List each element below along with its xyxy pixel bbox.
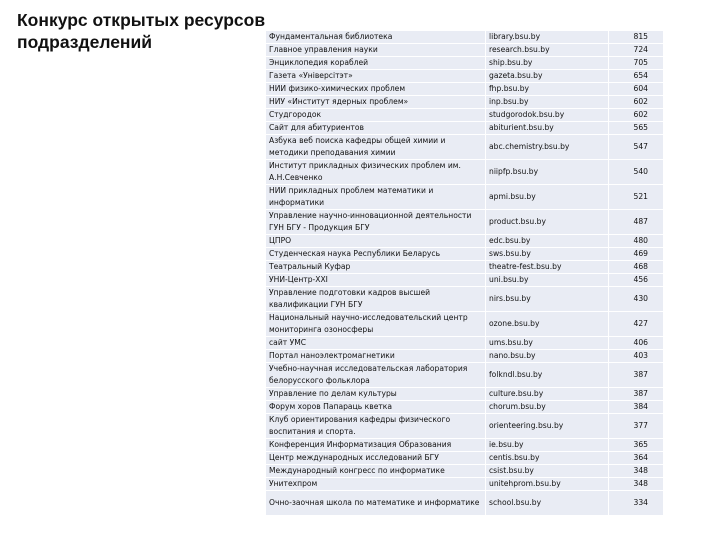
table-row: [266, 350, 664, 363]
table-row: [266, 439, 664, 452]
resource-score-cell: 348: [609, 478, 664, 491]
resource-score-cell: 377: [609, 414, 664, 439]
table-row: [266, 465, 664, 478]
table-row: [266, 452, 664, 465]
resource-score-cell: 430: [609, 287, 664, 312]
resource-score-cell: 724: [609, 44, 664, 57]
table-row: [266, 31, 664, 44]
resource-site-cell: orienteering.bsu.by: [486, 414, 609, 439]
table-row: [266, 160, 664, 185]
resource-score-cell: 365: [609, 439, 664, 452]
resource-site-cell: apmi.bsu.by: [486, 185, 609, 210]
resource-name-cell: НИИ прикладных проблем математики и информатики: [266, 185, 486, 210]
resource-name-cell: сайт УМС: [266, 337, 486, 350]
resource-site-cell: chorum.bsu.by: [486, 401, 609, 414]
resource-site-cell: ozone.bsu.by: [486, 312, 609, 337]
table-row: [266, 135, 664, 160]
resource-score-cell: 521: [609, 185, 664, 210]
resource-site-cell: folkndl.bsu.by: [486, 363, 609, 388]
table-row: [266, 109, 664, 122]
resource-score-cell: 403: [609, 350, 664, 363]
resource-name-cell: Студенческая наука Республики Беларусь: [266, 248, 486, 261]
resource-site-cell: uni.bsu.by: [486, 274, 609, 287]
resource-score-cell: 334: [609, 491, 664, 516]
resource-site-cell: theatre-fest.bsu.by: [486, 261, 609, 274]
table-row: [266, 83, 664, 96]
resource-site-cell: fhp.bsu.by: [486, 83, 609, 96]
resource-score-cell: 480: [609, 235, 664, 248]
resource-name-cell: Учебно-научная исследовательская лаборатория белорусского фольклора: [266, 363, 486, 388]
resource-site-cell: nirs.bsu.by: [486, 287, 609, 312]
resource-name-cell: Унитехпром: [266, 478, 486, 491]
resource-name-cell: Управление по делам культуры: [266, 388, 486, 401]
table-row: [266, 363, 664, 388]
resource-name-cell: Управление научно-инновационной деятельности ГУН БГУ - Продукция БГУ: [266, 210, 486, 235]
resource-site-cell: school.bsu.by: [486, 491, 609, 516]
resource-site-cell: sws.bsu.by: [486, 248, 609, 261]
resources-table: [265, 30, 664, 516]
resource-score-cell: 406: [609, 337, 664, 350]
resource-name-cell: Международный конгресс по информатике: [266, 465, 486, 478]
resource-score-cell: 654: [609, 70, 664, 83]
resource-name-cell: Студгородок: [266, 109, 486, 122]
resource-name-cell: Очно-заочная школа по математике и информатике: [266, 491, 486, 516]
resource-site-cell: nano.bsu.by: [486, 350, 609, 363]
resource-score-cell: 364: [609, 452, 664, 465]
table-row: [266, 248, 664, 261]
resource-site-cell: culture.bsu.by: [486, 388, 609, 401]
resource-site-cell: centis.bsu.by: [486, 452, 609, 465]
resource-score-cell: 602: [609, 96, 664, 109]
table-row: [266, 401, 664, 414]
table-row: [266, 274, 664, 287]
resource-name-cell: УНИ-Центр-XXI: [266, 274, 486, 287]
table-row: [266, 287, 664, 312]
table-row: [266, 388, 664, 401]
resource-score-cell: 384: [609, 401, 664, 414]
resource-score-cell: 469: [609, 248, 664, 261]
resource-score-cell: 487: [609, 210, 664, 235]
resource-score-cell: 565: [609, 122, 664, 135]
resource-site-cell: product.bsu.by: [486, 210, 609, 235]
resource-site-cell: ie.bsu.by: [486, 439, 609, 452]
resource-score-cell: 387: [609, 388, 664, 401]
table-row: [266, 57, 664, 70]
resource-name-cell: Театральный Куфар: [266, 261, 486, 274]
table-row: [266, 185, 664, 210]
resource-name-cell: Центр международных исследований БГУ: [266, 452, 486, 465]
resource-name-cell: ЦПРО: [266, 235, 486, 248]
resource-score-cell: 604: [609, 83, 664, 96]
resource-name-cell: Азбука веб поиска кафедры общей химии и методики преподавания химии: [266, 135, 486, 160]
table-row: [266, 122, 664, 135]
resource-site-cell: inp.bsu.by: [486, 96, 609, 109]
resource-score-cell: 540: [609, 160, 664, 185]
resource-site-cell: abc.chemistry.bsu.by: [486, 135, 609, 160]
resource-name-cell: Национальный научно-исследовательский центр мониторинга озоносферы: [266, 312, 486, 337]
resource-name-cell: Газета «Унiверсiтэт»: [266, 70, 486, 83]
resource-name-cell: НИУ «Институт ядерных проблем»: [266, 96, 486, 109]
slide-title: Конкурс открытых ресурсов подразделений: [17, 10, 266, 52]
resource-score-cell: 427: [609, 312, 664, 337]
resource-score-cell: 456: [609, 274, 664, 287]
table-row: [266, 96, 664, 109]
resource-score-cell: 705: [609, 57, 664, 70]
resource-site-cell: niipfp.bsu.by: [486, 160, 609, 185]
resource-score-cell: 348: [609, 465, 664, 478]
resource-score-cell: 387: [609, 363, 664, 388]
table-row: [266, 337, 664, 350]
table-row: [266, 312, 664, 337]
table-row: [266, 70, 664, 83]
resource-name-cell: Управление подготовки кадров высшей квалификации ГУН БГУ: [266, 287, 486, 312]
table-row: [266, 44, 664, 57]
table-row: [266, 491, 664, 516]
resource-name-cell: Форум хоров Папараць кветка: [266, 401, 486, 414]
resource-score-cell: 815: [609, 31, 664, 44]
resource-name-cell: Сайт для абитуриентов: [266, 122, 486, 135]
table-row: [266, 235, 664, 248]
resource-site-cell: ship.bsu.by: [486, 57, 609, 70]
table-row: [266, 210, 664, 235]
resource-site-cell: edc.bsu.by: [486, 235, 609, 248]
resource-name-cell: Конференция Информатизация Образования: [266, 439, 486, 452]
table-row: [266, 478, 664, 491]
resource-name-cell: Портал наноэлектромагнетики: [266, 350, 486, 363]
resource-site-cell: ums.bsu.by: [486, 337, 609, 350]
resource-site-cell: csist.bsu.by: [486, 465, 609, 478]
resource-name-cell: НИИ физико-химических проблем: [266, 83, 486, 96]
resource-site-cell: library.bsu.by: [486, 31, 609, 44]
resource-score-cell: 468: [609, 261, 664, 274]
resource-score-cell: 547: [609, 135, 664, 160]
resource-name-cell: Главное управления науки: [266, 44, 486, 57]
resource-name-cell: Клуб ориентирования кафедры физического воспитания и спорта.: [266, 414, 486, 439]
resource-name-cell: Институт прикладных физических проблем им. А.Н.Севченко: [266, 160, 486, 185]
resource-site-cell: gazeta.bsu.by: [486, 70, 609, 83]
table-row: [266, 414, 664, 439]
resource-site-cell: studgorodok.bsu.by: [486, 109, 609, 122]
resource-name-cell: Энциклопедия кораблей: [266, 57, 486, 70]
resource-site-cell: abiturient.bsu.by: [486, 122, 609, 135]
resource-site-cell: research.bsu.by: [486, 44, 609, 57]
resources-table-body: [266, 31, 664, 516]
resource-site-cell: unitehprom.bsu.by: [486, 478, 609, 491]
resource-score-cell: 602: [609, 109, 664, 122]
table-row: [266, 261, 664, 274]
resource-name-cell: Фундаментальная библиотека: [266, 31, 486, 44]
